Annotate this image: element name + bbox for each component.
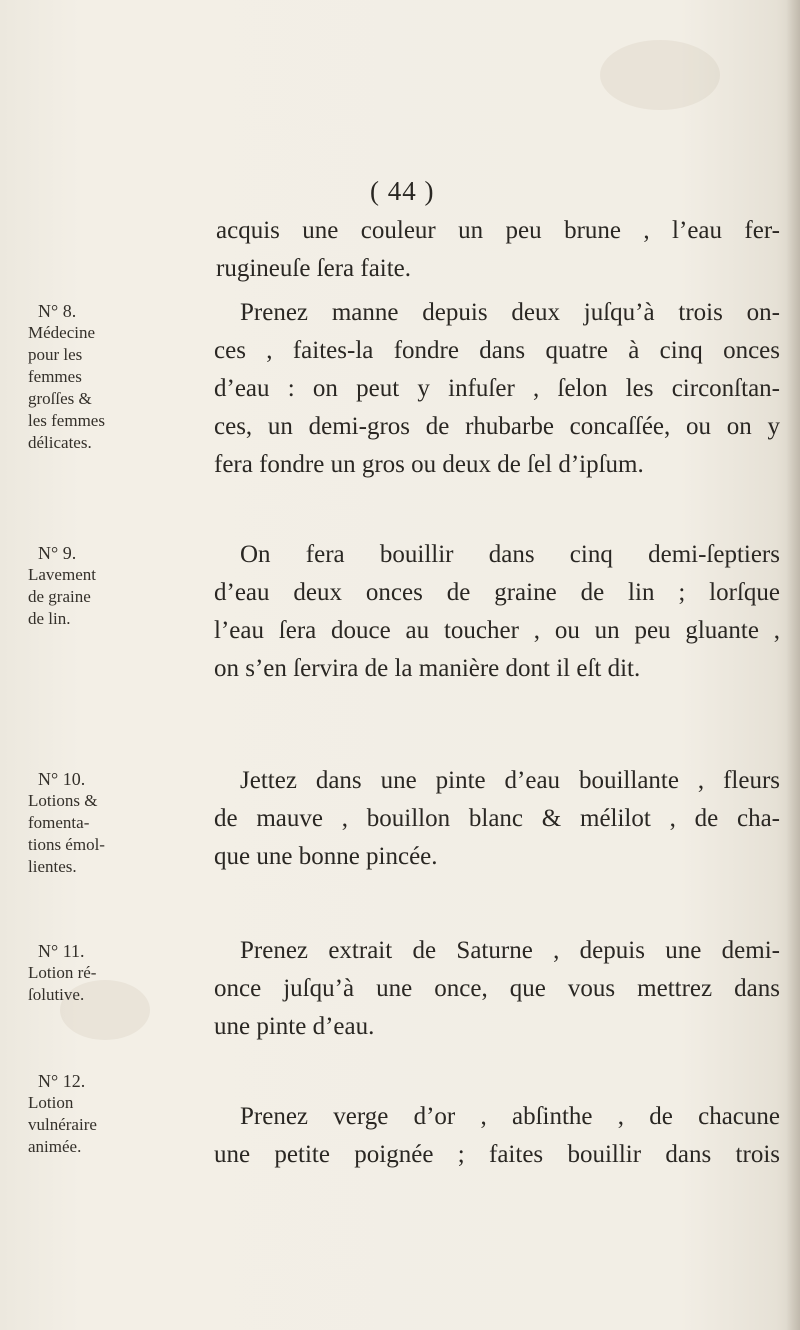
margin-note [28, 300, 193, 454]
text-line: d’eau : on peut y infuſer , ſelon les circonſtan- [214, 375, 780, 402]
text-line: once juſqu’à une once, que vous mettrez dans [214, 975, 780, 1002]
margin-line: les femmes [28, 411, 105, 430]
margin-line: délicates. [28, 433, 92, 452]
page-number: ( 44 ) [370, 176, 435, 206]
entry-number: N° 10. [38, 769, 86, 789]
text-line: Prenez verge d’or , abſinthe , de chacune [240, 1103, 780, 1130]
margin-line: de graine [28, 587, 91, 606]
entry-text [214, 536, 780, 688]
text-line: que une bonne pincée. [214, 843, 438, 870]
margin-note [28, 542, 193, 630]
margin-note [28, 768, 193, 878]
margin-line: Lotion ré- [28, 963, 97, 982]
text-line: ces , faites-la fondre dans quatre à cinq onces [214, 337, 780, 364]
text-line: on s’en ſervira de la manière dont il eſt dit. [214, 655, 641, 682]
entry-text [214, 932, 780, 1046]
entry-number: N° 9. [38, 543, 77, 563]
margin-note [28, 1070, 193, 1158]
margin-line: lientes. [28, 857, 77, 876]
entry-text [214, 294, 780, 484]
page-edge-shadow [786, 0, 800, 1330]
text-line: une petite poignée ; faites bouillir dans trois [214, 1141, 780, 1168]
text-line: d’eau deux onces de graine de lin ; lorſque [214, 579, 780, 606]
text-line: Prenez manne depuis deux juſqu’à trois on- [240, 299, 780, 326]
text-line: Prenez extrait de Saturne , depuis une demi- [240, 937, 780, 964]
paper-stain [600, 40, 720, 110]
margin-line: Médecine [28, 323, 96, 342]
margin-line: pour les [28, 345, 83, 364]
text-line: de mauve , bouillon blanc & mélilot , de cha- [214, 805, 780, 832]
text-line: Jettez dans une pinte d’eau bouillante , fleurs [240, 767, 780, 794]
continuation-paragraph [216, 212, 780, 288]
text-line: ces, un demi-gros de rhubarbe concaſſée, ou on y [214, 413, 780, 440]
text-line: une pinte d’eau. [214, 1013, 375, 1040]
margin-line: Lotions & [28, 791, 98, 810]
margin-line: femmes [28, 367, 82, 386]
entry-number: N° 12. [38, 1071, 86, 1091]
margin-line: fomenta- [28, 813, 90, 832]
margin-line: vulnéraire [28, 1115, 97, 1134]
entry-text [214, 762, 780, 876]
text-line: l’eau ſera douce au toucher , ou un peu gluante , [214, 617, 780, 644]
text-line: acquis une couleur un peu brune , l’eau fer- [216, 217, 780, 244]
text-line: rugineuſe ſera faite. [216, 255, 412, 282]
entry-text [214, 1098, 780, 1174]
text-line: On fera bouillir dans cinq demi-ſeptiers [240, 541, 780, 568]
margin-line: animée. [28, 1137, 82, 1156]
margin-line: Lavement [28, 565, 96, 584]
margin-line: de lin. [28, 609, 71, 628]
margin-line: ſolutive. [28, 985, 85, 1004]
entry-number: N° 8. [38, 301, 77, 321]
margin-line: groſſes & [28, 389, 92, 408]
margin-line: tions émol- [28, 835, 105, 854]
entry-number: N° 11. [38, 941, 85, 961]
text-line: fera fondre un gros ou deux de ſel d’ipſum. [214, 451, 644, 478]
margin-line: Lotion [28, 1093, 74, 1112]
margin-note [28, 940, 193, 1006]
